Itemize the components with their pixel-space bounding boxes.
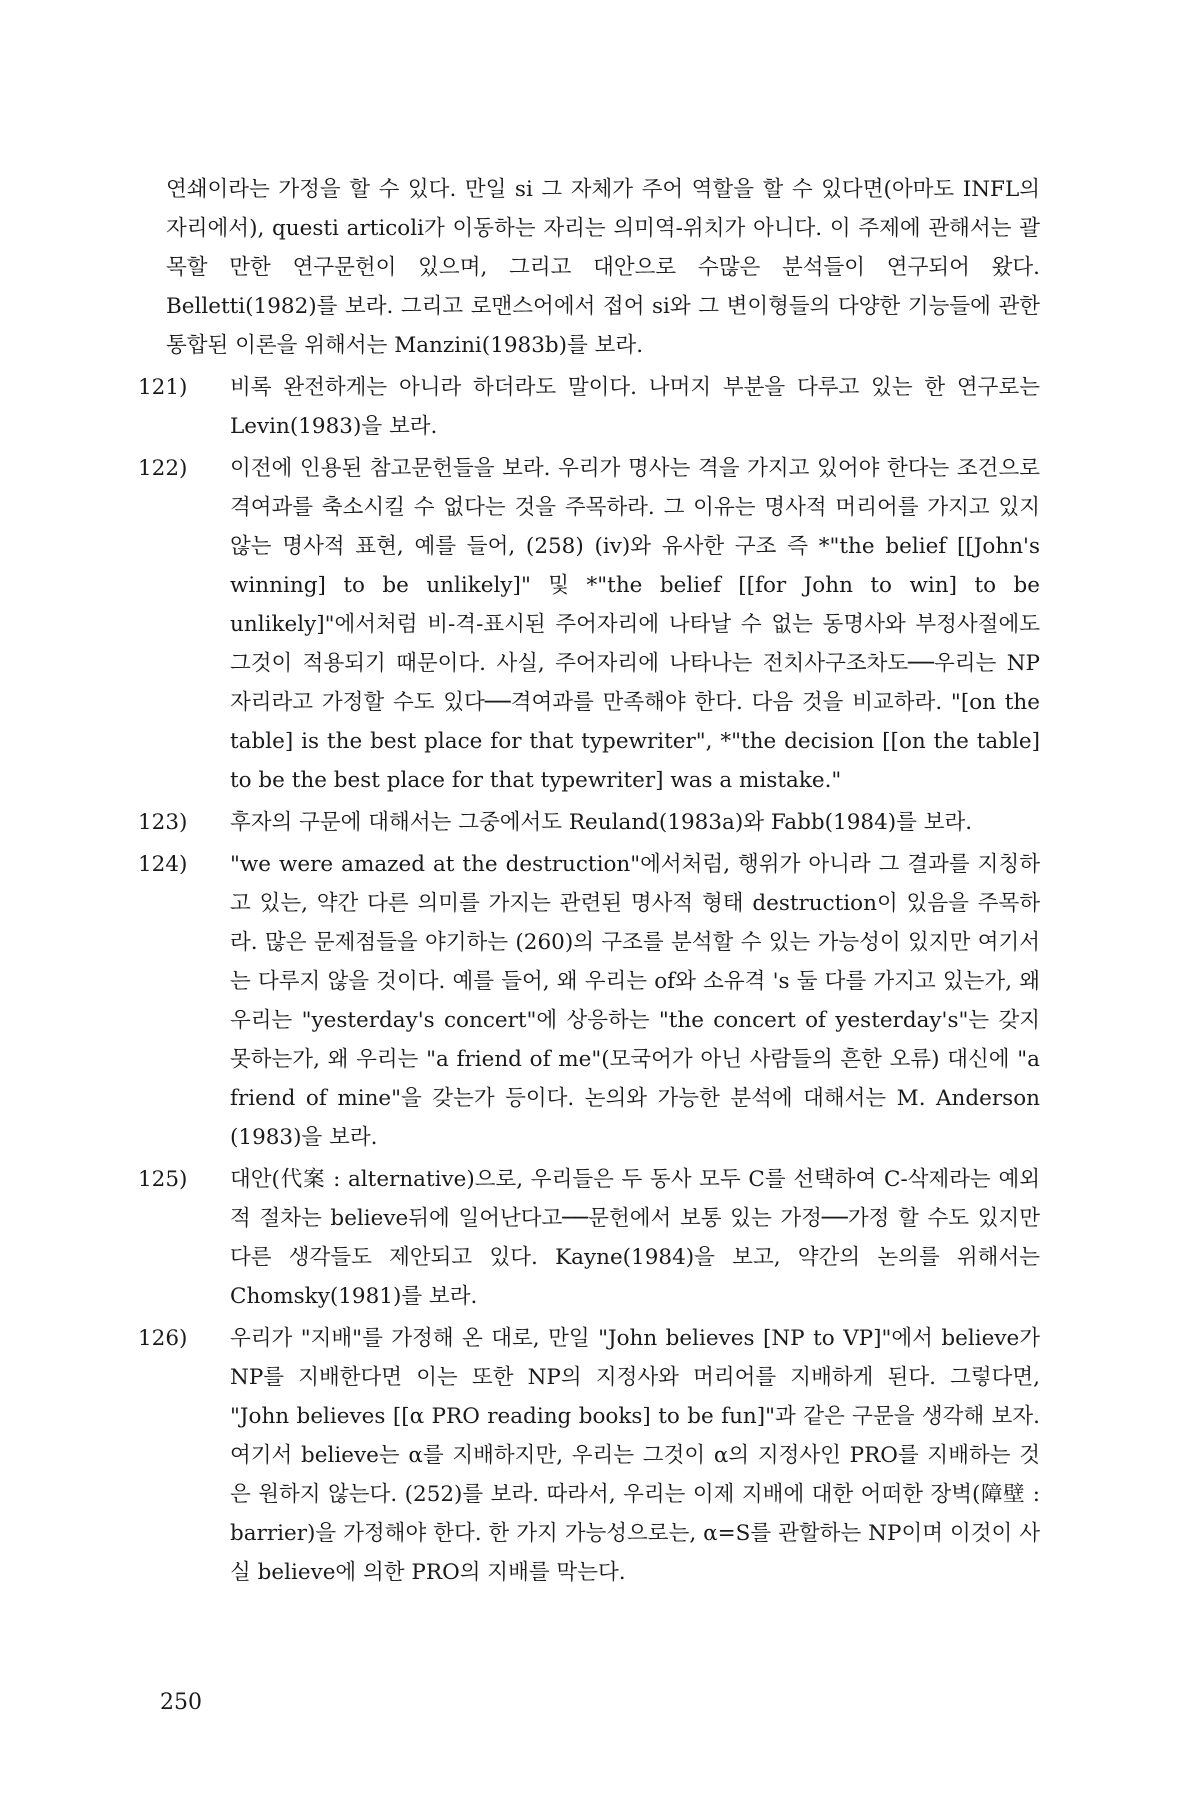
footnote-number: 125)	[138, 1167, 188, 1192]
page-number: 250	[160, 1690, 202, 1715]
intro-paragraph: 연쇄이라는 가정을 할 수 있다. 만일 si 그 자체가 주어 역할을 할 수 있다면(아마도 INFL의 자리에서), questi articoli가 이동하는 자리는 의미역-위치가 아니다. 이 주제에 관해서는 괄목할 만한 연구문헌이 있으며, 그리고 대안으로 수많은 분석들이 연구되어 왔다. Belletti(1982)를 보라. 그리고 로맨스어에서 접어 si와 그 변이형들의 다양한 기능들에 관한 통합된 이론을 위해서는 Manzini(1983b)를 보라.	[166, 177, 1040, 358]
footnote-number: 122)	[138, 456, 188, 481]
footnote-text: 대안(代案 : alternative)으로, 우리들은 두 동사 모두 C를 선택하여 C-삭제라는 예외적 절차는 believe뒤에 일어난다고──문헌에서 보통 있는 가정──가정 할 수도 있지만 다른 생각들도 제안되고 있다. Kayne(1984)을 보고, 약간의 논의를 위해서는 Chomsky(1981)를 보라.	[230, 1167, 1040, 1309]
footnote-text: 우리가 "지배"를 가정해 온 대로, 만일 "John believes [NP to VP]"에서 believe가 NP를 지배한다면 이는 또한 NP의 지정사와 머리어를 지배하게 된다. 그렇다면, "John believes [[α PRO reading books] to be fun]"과 같은 구문을 생각해 보자. 여기서 believe는 α를 지배하지만, 우리는 그것이 α의 지정사인 PRO를 지배하는 것은 원하지 않는다. (252)를 보라. 따라서, 우리는 이제 지배에 대한 어떠한 장벽(障壁 : barrier)을 가정해야 한다. 한 가지 가능성으로는, α=S를 관할하는 NP이며 이것이 사실 believe에 의한 PRO의 지배를 막는다.	[230, 1326, 1040, 1585]
footnote-text: 이전에 인용된 참고문헌들을 보라. 우리가 명사는 격을 가지고 있어야 한다는 조건으로 격여과를 축소시킬 수 없다는 것을 주목하라. 그 이유는 명사적 머리어를 가지고 있지 않는 명사적 표현, 예를 들어, (258) (iv)와 유사한 구조 즉 *"the belief [[John's winning] to be unlikely]" 및 *"the belief [[for John to win] to be unlikely]"에서처럼 비-격-표시된 주어자리에 나타날 수 없는 동명사와 부정사절에도 그것이 적용되기 때문이다. 사실, 주어자리에 나타나는 전치사구조차도──우리는 NP 자리라고 가정할 수도 있다──격여과를 만족해야 한다. 다음 것을 비교하라. "[on the table] is the best place for that typewriter", *"the decision [[on the table] to be the best place for that typewriter] was a mistake."	[230, 456, 1040, 793]
footnote-123	[138, 803, 1040, 842]
footnote-text: 후자의 구문에 대해서는 그중에서도 Reuland(1983a)와 Fabb(1984)를 보라.	[230, 810, 973, 835]
footnote-number: 123)	[138, 810, 188, 835]
footnote-122	[138, 449, 1040, 800]
footnote-number: 124)	[138, 852, 188, 877]
footnote-125	[138, 1160, 1040, 1316]
footnote-124	[138, 845, 1040, 1157]
footnotes-body	[138, 170, 1040, 1594]
footnote-text: 비록 완전하게는 아니라 하더라도 말이다. 나머지 부분을 다루고 있는 한 연구로는 Levin(1983)을 보라.	[230, 375, 1040, 439]
footnote-text: "we were amazed at the destruction"에서처럼, 행위가 아니라 그 결과를 지칭하고 있는, 약간 다른 의미를 가지는 관련된 명사적 형태 destruction이 있음을 주목하라. 많은 문제점들을 야기하는 (260)의 구조를 분석할 수 있는 가능성이 있지만 여기서는 다루지 않을 것이다. 예를 들어, 왜 우리는 of와 소유격 's 둘 다를 가지고 있는가, 왜 우리는 "yesterday's concert"에 상응하는 "the concert of yesterday's"는 갖지 못하는가, 왜 우리는 "a friend of me"(모국어가 아닌 사람들의 흔한 오류) 대신에 "a friend of mine"을 갖는가 등이다. 논의와 가능한 분석에 대해서는 M. Anderson (1983)을 보라.	[230, 852, 1040, 1150]
footnote-121	[138, 368, 1040, 446]
footnote-126	[138, 1319, 1040, 1592]
footnote-number: 121)	[138, 375, 188, 400]
footnote-number: 126)	[138, 1326, 188, 1351]
